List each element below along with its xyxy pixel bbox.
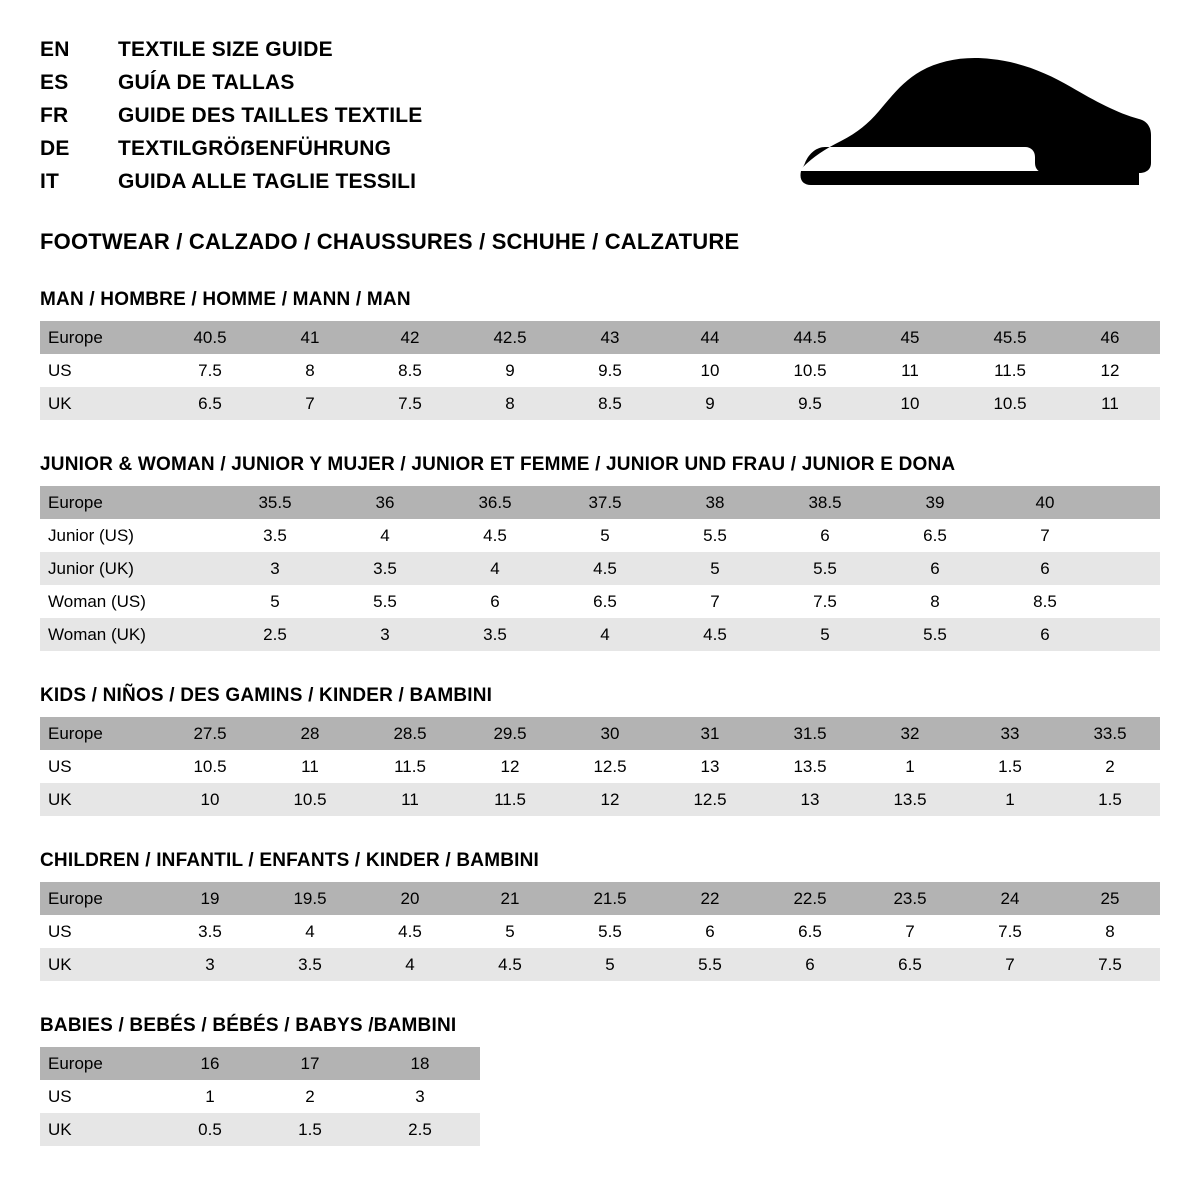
cell: 22.5 <box>760 882 860 915</box>
cell: 11.5 <box>460 783 560 816</box>
cell: 31.5 <box>760 717 860 750</box>
cell: 10.5 <box>160 750 260 783</box>
cell: 1.5 <box>260 1113 360 1146</box>
cell: 5 <box>770 618 880 651</box>
cell: 11.5 <box>360 750 460 783</box>
size-table <box>40 486 1160 651</box>
cell: 39 <box>880 486 990 519</box>
cell: 19 <box>160 882 260 915</box>
section-kids <box>40 685 1160 816</box>
cell: 5 <box>550 519 660 552</box>
cell: 8 <box>260 354 360 387</box>
row-label: US <box>40 915 160 948</box>
cell: 2.5 <box>360 1113 480 1146</box>
cell: 3 <box>330 618 440 651</box>
cell <box>1100 618 1160 651</box>
cell: 3 <box>220 552 330 585</box>
row-label: Europe <box>40 882 160 915</box>
cell <box>1100 486 1160 519</box>
row-label: Europe <box>40 1047 160 1080</box>
cell: 4.5 <box>660 618 770 651</box>
cell: 3.5 <box>440 618 550 651</box>
cell: 6 <box>660 915 760 948</box>
cell: 5.5 <box>660 519 770 552</box>
cell: 13.5 <box>860 783 960 816</box>
cell: 11 <box>860 354 960 387</box>
cell: 35.5 <box>220 486 330 519</box>
cell: 27.5 <box>160 717 260 750</box>
cell: 5 <box>660 552 770 585</box>
table-row <box>40 552 1160 585</box>
language-code: DE <box>40 137 70 160</box>
table-row <box>40 750 1160 783</box>
cell: 29.5 <box>460 717 560 750</box>
size-table <box>40 717 1160 816</box>
size-table <box>40 882 1160 981</box>
cell: 8.5 <box>360 354 460 387</box>
cell: 42 <box>360 321 460 354</box>
cell <box>1100 519 1160 552</box>
language-title: GUIDE DES TAILLES TEXTILE <box>118 104 423 127</box>
cell: 42.5 <box>460 321 560 354</box>
row-label: Junior (US) <box>40 519 220 552</box>
category-title: FOOTWEAR / CALZADO / CHAUSSURES / SCHUHE / CALZATURE <box>40 229 740 254</box>
cell: 7.5 <box>960 915 1060 948</box>
cell: 5.5 <box>770 552 880 585</box>
size-table <box>40 1047 480 1146</box>
cell: 45.5 <box>960 321 1060 354</box>
table-row <box>40 915 1160 948</box>
cell: 12.5 <box>560 750 660 783</box>
cell: 11 <box>1060 387 1160 420</box>
language-code: IT <box>40 170 60 193</box>
cell: 41 <box>260 321 360 354</box>
cell: 11.5 <box>960 354 1060 387</box>
table-row <box>40 1080 480 1113</box>
cell: 6 <box>990 552 1100 585</box>
cell: 5 <box>560 948 660 981</box>
cell: 7 <box>860 915 960 948</box>
cell: 32 <box>860 717 960 750</box>
cell: 7.5 <box>360 387 460 420</box>
cell: 9.5 <box>560 354 660 387</box>
row-label: Woman (US) <box>40 585 220 618</box>
cell: 12 <box>1060 354 1160 387</box>
section-junior-woman <box>40 454 1160 651</box>
table-row <box>40 486 1160 519</box>
cell: 5 <box>460 915 560 948</box>
cell: 10 <box>160 783 260 816</box>
cell: 4.5 <box>360 915 460 948</box>
row-label: Europe <box>40 717 160 750</box>
cell: 40.5 <box>160 321 260 354</box>
cell: 36.5 <box>440 486 550 519</box>
section-babies <box>40 1015 1160 1146</box>
cell: 3 <box>360 1080 480 1113</box>
cell: 38.5 <box>770 486 880 519</box>
cell: 5.5 <box>560 915 660 948</box>
table-row <box>40 354 1160 387</box>
cell: 7.5 <box>160 354 260 387</box>
size-table <box>40 321 1160 420</box>
cell: 33 <box>960 717 1060 750</box>
cell: 7 <box>660 585 770 618</box>
section-title: BABIES / BEBÉS / BÉBÉS / BABYS /BAMBINI <box>40 1015 457 1036</box>
cell: 5 <box>220 585 330 618</box>
cell: 1 <box>160 1080 260 1113</box>
cell: 2 <box>1060 750 1160 783</box>
row-label: US <box>40 750 160 783</box>
section-title: KIDS / NIÑOS / DES GAMINS / KINDER / BAMBINI <box>40 685 493 706</box>
cell: 22 <box>660 882 760 915</box>
cell: 23.5 <box>860 882 960 915</box>
cell: 44 <box>660 321 760 354</box>
cell: 7 <box>960 948 1060 981</box>
cell: 4.5 <box>440 519 550 552</box>
cell: 7 <box>990 519 1100 552</box>
section-title: CHILDREN / INFANTIL / ENFANTS / KINDER / BAMBINI <box>40 850 540 871</box>
cell: 8.5 <box>560 387 660 420</box>
cell: 18 <box>360 1047 480 1080</box>
cell: 6.5 <box>760 915 860 948</box>
cell: 6 <box>770 519 880 552</box>
cell: 38 <box>660 486 770 519</box>
cell: 37.5 <box>550 486 660 519</box>
cell: 10 <box>860 387 960 420</box>
cell: 3 <box>160 948 260 981</box>
cell: 11 <box>360 783 460 816</box>
cell: 40 <box>990 486 1100 519</box>
cell: 4 <box>330 519 440 552</box>
language-title: TEXTILGRÖẞENFÜHRUNG <box>118 137 392 160</box>
cell: 16 <box>160 1047 260 1080</box>
cell: 5.5 <box>330 585 440 618</box>
cell: 1.5 <box>1060 783 1160 816</box>
cell: 24 <box>960 882 1060 915</box>
cell: 30 <box>560 717 660 750</box>
cell: 13 <box>760 783 860 816</box>
cell: 13 <box>660 750 760 783</box>
cell: 7.5 <box>1060 948 1160 981</box>
table-row <box>40 717 1160 750</box>
cell: 3.5 <box>220 519 330 552</box>
cell: 8.5 <box>990 585 1100 618</box>
cell: 1 <box>960 783 1060 816</box>
row-label: US <box>40 1080 160 1113</box>
cell: 7.5 <box>770 585 880 618</box>
cell: 44.5 <box>760 321 860 354</box>
cell: 8 <box>460 387 560 420</box>
cell: 2 <box>260 1080 360 1113</box>
cell: 28.5 <box>360 717 460 750</box>
cell: 6 <box>880 552 990 585</box>
row-label: UK <box>40 1113 160 1146</box>
cell: 4.5 <box>460 948 560 981</box>
table-row <box>40 519 1160 552</box>
cell: 6 <box>760 948 860 981</box>
cell: 10.5 <box>960 387 1060 420</box>
table-row <box>40 321 1160 354</box>
section-title: JUNIOR & WOMAN / JUNIOR Y MUJER / JUNIOR ET FEMME / JUNIOR UND FRAU / JUNIOR E DONA <box>40 454 956 475</box>
cell: 0.5 <box>160 1113 260 1146</box>
dress-shoe-icon <box>795 45 1155 195</box>
cell: 45 <box>860 321 960 354</box>
table-row <box>40 1047 480 1080</box>
cell: 21 <box>460 882 560 915</box>
table-row <box>40 1113 480 1146</box>
cell: 25 <box>1060 882 1160 915</box>
cell: 8 <box>1060 915 1160 948</box>
cell: 9 <box>460 354 560 387</box>
table-row <box>40 882 1160 915</box>
cell: 9.5 <box>760 387 860 420</box>
cell: 36 <box>330 486 440 519</box>
row-label: Europe <box>40 321 160 354</box>
row-label: UK <box>40 387 160 420</box>
cell: 5.5 <box>660 948 760 981</box>
cell: 1.5 <box>960 750 1060 783</box>
cell <box>1100 585 1160 618</box>
table-row <box>40 618 1160 651</box>
section-children <box>40 850 1160 981</box>
cell: 3.5 <box>260 948 360 981</box>
cell: 6 <box>440 585 550 618</box>
language-code: EN <box>40 38 70 61</box>
cell: 21.5 <box>560 882 660 915</box>
cell: 4 <box>360 948 460 981</box>
section-title: MAN / HOMBRE / HOMME / MANN / MAN <box>40 289 411 310</box>
row-label: Junior (UK) <box>40 552 220 585</box>
cell: 3.5 <box>160 915 260 948</box>
cell: 4 <box>260 915 360 948</box>
cell: 10 <box>660 354 760 387</box>
language-code: FR <box>40 104 69 127</box>
language-title: GUIDA ALLE TAGLIE TESSILI <box>118 170 417 193</box>
cell: 17 <box>260 1047 360 1080</box>
cell: 6.5 <box>860 948 960 981</box>
cell: 46 <box>1060 321 1160 354</box>
cell: 6 <box>990 618 1100 651</box>
cell: 10.5 <box>760 354 860 387</box>
cell: 31 <box>660 717 760 750</box>
cell: 4 <box>440 552 550 585</box>
cell: 5.5 <box>880 618 990 651</box>
cell: 9 <box>660 387 760 420</box>
cell <box>1100 552 1160 585</box>
row-label: UK <box>40 783 160 816</box>
cell: 12 <box>560 783 660 816</box>
cell: 10.5 <box>260 783 360 816</box>
cell: 12.5 <box>660 783 760 816</box>
cell: 4 <box>550 618 660 651</box>
section-man <box>40 289 1160 420</box>
language-title: TEXTILE SIZE GUIDE <box>118 38 333 61</box>
cell: 3.5 <box>330 552 440 585</box>
cell: 28 <box>260 717 360 750</box>
row-label: US <box>40 354 160 387</box>
cell: 33.5 <box>1060 717 1160 750</box>
row-label: Woman (UK) <box>40 618 220 651</box>
cell: 43 <box>560 321 660 354</box>
cell: 6.5 <box>880 519 990 552</box>
cell: 19.5 <box>260 882 360 915</box>
language-code: ES <box>40 71 69 94</box>
row-label: UK <box>40 948 160 981</box>
table-row <box>40 783 1160 816</box>
cell: 13.5 <box>760 750 860 783</box>
cell: 4.5 <box>550 552 660 585</box>
table-row <box>40 585 1160 618</box>
cell: 20 <box>360 882 460 915</box>
table-row <box>40 387 1160 420</box>
cell: 8 <box>880 585 990 618</box>
cell: 1 <box>860 750 960 783</box>
cell: 12 <box>460 750 560 783</box>
cell: 6.5 <box>550 585 660 618</box>
cell: 2.5 <box>220 618 330 651</box>
row-label: Europe <box>40 486 220 519</box>
language-title: GUÍA DE TALLAS <box>118 71 295 94</box>
cell: 6.5 <box>160 387 260 420</box>
table-row <box>40 948 1160 981</box>
cell: 11 <box>260 750 360 783</box>
cell: 7 <box>260 387 360 420</box>
